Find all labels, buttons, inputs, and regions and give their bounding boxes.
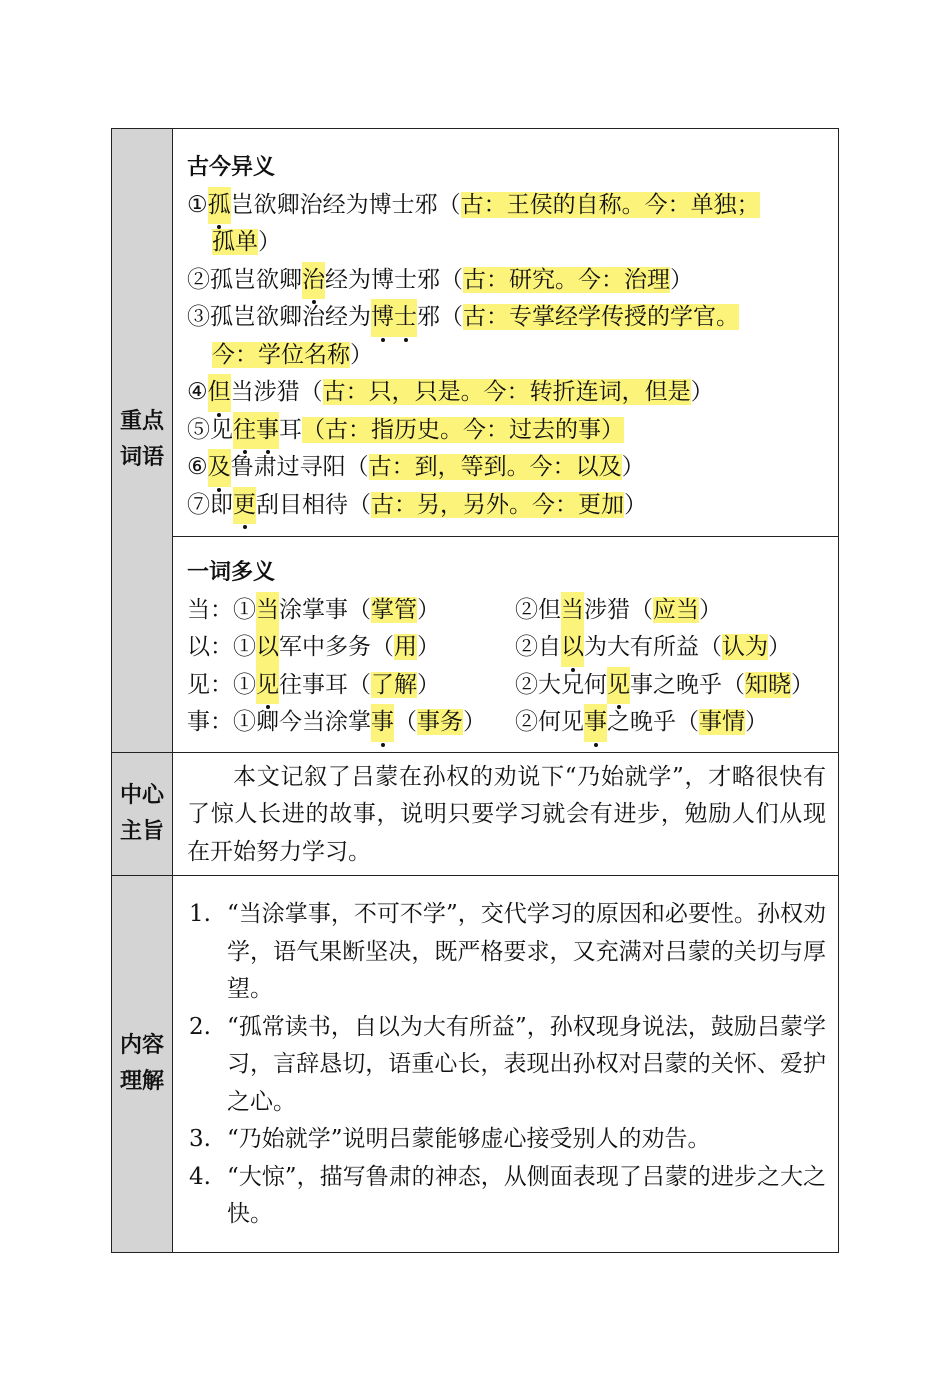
close-paren: ） <box>621 454 645 480</box>
close-paren: ） <box>350 341 373 368</box>
meaning-note: 古：到，等到。今：以及 <box>368 454 622 480</box>
gujin-title: 古今异义 <box>187 155 276 180</box>
sentence-text: 事之晚乎（ <box>630 671 745 698</box>
emphasized-word: 孤 <box>208 187 231 225</box>
meaning-note: 了解 <box>371 671 417 698</box>
yici-row-2-b <box>515 629 826 667</box>
close-paren: ） <box>417 596 440 623</box>
list-item <box>187 896 826 1009</box>
list-item <box>187 1121 826 1159</box>
yici-row <box>112 537 839 753</box>
sentence-text: 之晚乎（ <box>607 709 699 735</box>
close-paren: ） <box>417 634 440 660</box>
item-number: ⑦ <box>187 491 210 518</box>
sentence-text: 孤岂欲卿治经为 <box>210 304 371 330</box>
label-key-words-line2: 词语 <box>119 445 164 471</box>
list-item-text: “乃始就学”说明吕蒙能够虚心接受别人的劝告。 <box>227 1126 711 1152</box>
yici-row-4-b <box>515 704 826 742</box>
sentence-text: ②但 <box>515 596 561 623</box>
sentence-text: （ <box>394 709 417 735</box>
list-item-text: “孤常读书，自以为大有所益”，孙权现身说法，鼓励吕蒙学习，言辞恳切，语重心长，表现出孙权对吕蒙的关怀、爱护之心。 <box>227 1013 826 1115</box>
meaning-note: 今：学位名称 <box>212 341 350 368</box>
word-prefix: 当：① <box>187 596 256 623</box>
meaning-note: 古：另，另外。今：更加 <box>371 491 624 518</box>
theme-section <box>173 752 839 876</box>
gujin-section <box>173 129 839 537</box>
theme-text: 本文记叙了吕蒙在孙权的劝说下“乃始就学”，才略很快有了惊人长进的故事，说明只要学习就会有进步，勉励人们从现在开始努力学习。 <box>187 763 826 865</box>
close-paren: ） <box>417 671 440 698</box>
yici-row-1-a <box>187 592 515 630</box>
word-prefix: 以：① <box>187 634 256 660</box>
list-item-text: “大惊”，描写鲁肃的神态，从侧面表现了吕蒙的进步之大之快。 <box>227 1163 826 1227</box>
item-number: ③ <box>187 304 210 330</box>
gujin-item-4 <box>187 374 826 412</box>
sentence-text: 刮目相待（ <box>256 491 371 518</box>
label-content-line1: 内容 <box>119 1032 164 1058</box>
emphasized-word: 当 <box>256 592 279 630</box>
label-content-line2: 理解 <box>119 1068 164 1094</box>
label-theme-line2: 主旨 <box>119 818 164 844</box>
meaning-note: 古：专掌经学传授的学官。 <box>463 304 739 330</box>
emphasized-word: 见 <box>607 667 630 705</box>
sentence-text: ②自 <box>515 634 561 660</box>
sentence-text: 耳 <box>279 416 302 443</box>
item-number: ④ <box>187 379 208 405</box>
meaning-note: 事情 <box>699 709 745 735</box>
yici-section <box>173 537 839 753</box>
sentence-text: ②大兄何 <box>515 671 607 698</box>
close-paren: ） <box>745 709 768 735</box>
word-prefix: 事：①卿今当涂掌 <box>187 709 371 735</box>
sentence-text: 鲁肃过寻阳（ <box>230 454 369 480</box>
emphasized-word: 见 <box>256 667 279 705</box>
gujin-item-3 <box>187 299 826 337</box>
close-paren: ） <box>690 379 714 405</box>
study-table <box>111 128 839 1253</box>
emphasized-word: 更 <box>233 487 256 525</box>
yici-title: 一词多义 <box>187 560 276 585</box>
close-paren: ） <box>768 634 791 660</box>
meaning-note: 孤单 <box>212 229 258 255</box>
yici-grid <box>187 592 826 742</box>
list-item-number: 1. <box>189 901 211 927</box>
sentence-text: 涂掌事（ <box>279 596 371 623</box>
label-theme-line1: 中心 <box>119 782 164 808</box>
sentence-text: 孤岂欲卿 <box>210 266 302 293</box>
content-section <box>173 876 839 1253</box>
content-row <box>112 876 839 1253</box>
item-number: ⑥ <box>187 454 208 480</box>
meaning-note: 古：王侯的自称。今：单独； <box>460 191 760 218</box>
gujin-item-6 <box>187 449 826 487</box>
theme-row <box>112 752 839 876</box>
label-content <box>112 876 173 1253</box>
sentence-text: 即 <box>210 491 233 518</box>
sentence-text: 军中多务（ <box>279 634 394 660</box>
list-item-number: 3. <box>189 1126 211 1152</box>
gujin-item-7 <box>187 487 826 525</box>
emphasized-word: 但 <box>208 374 231 412</box>
item-number: ⑤ <box>187 416 210 443</box>
meaning-note: 知晓 <box>745 671 791 698</box>
emphasized-word: 博 <box>371 299 394 337</box>
yici-row-3-b <box>515 667 826 705</box>
close-paren: ） <box>258 229 281 255</box>
meaning-note: 用 <box>394 634 417 660</box>
meaning-note: 应当 <box>653 596 699 623</box>
yici-row-1-b <box>515 592 826 630</box>
sentence-text: 为大有所益（ <box>584 634 722 660</box>
label-key-words-line1: 重点 <box>119 409 164 435</box>
sentence-text: 见 <box>210 416 233 443</box>
sentence-text: 岂欲卿治经为博士邪（ <box>230 191 461 218</box>
list-item-number: 4. <box>189 1163 211 1190</box>
close-paren: ） <box>670 266 693 293</box>
meaning-note: （古：指历史。今：过去的事） <box>302 416 624 443</box>
word-prefix: 见：① <box>187 671 256 698</box>
list-item-number: 2. <box>189 1013 211 1040</box>
emphasized-word: 事 <box>256 412 279 450</box>
emphasized-word: 以 <box>561 629 584 667</box>
close-paren: ） <box>791 671 814 698</box>
list-item-text: “当涂掌事，不可不学”，交代学习的原因和必要性。孙权劝学，语气果断坚决，既严格要求，又充满对吕蒙的关切与厚望。 <box>227 901 826 1002</box>
sentence-text: 邪（ <box>417 304 463 330</box>
gujin-item-1 <box>187 187 826 225</box>
sentence-text: 当涉猎（ <box>230 379 323 405</box>
sentence-text: 涉猎（ <box>584 596 653 623</box>
close-paren: ） <box>699 596 722 623</box>
list-item <box>187 1009 826 1122</box>
item-number: ② <box>187 266 210 293</box>
emphasized-word: 当 <box>561 592 584 630</box>
sentence-text: 经为博士邪（ <box>325 266 463 293</box>
gujin-row <box>112 129 839 537</box>
gujin-item-2 <box>187 262 826 300</box>
gujin-item-3-cont <box>187 337 826 375</box>
close-paren: ） <box>624 491 647 518</box>
meaning-note: 古：研究。今：治理 <box>463 266 670 293</box>
sentence-text: ②何见 <box>515 709 584 735</box>
meaning-note: 认为 <box>722 634 768 660</box>
meaning-note: 事务 <box>417 709 463 735</box>
label-theme <box>112 752 173 876</box>
yici-row-4-a <box>187 704 515 742</box>
item-number: ① <box>187 191 208 218</box>
emphasized-word: 事 <box>371 704 394 742</box>
emphasized-word: 事 <box>584 704 607 742</box>
emphasized-word: 以 <box>256 629 279 667</box>
label-key-words <box>112 129 173 753</box>
emphasized-word: 士 <box>394 299 417 337</box>
emphasized-word: 及 <box>208 449 231 487</box>
emphasized-word: 往 <box>233 412 256 450</box>
yici-row-2-a <box>187 629 515 667</box>
gujin-item-1-cont <box>187 224 826 262</box>
meaning-note: 古：只，只是。今：转折连词，但是 <box>322 379 691 405</box>
list-item <box>187 1159 826 1234</box>
meaning-note: 掌管 <box>371 596 417 623</box>
yici-row-3-a <box>187 667 515 705</box>
sentence-text: 往事耳（ <box>279 671 371 698</box>
emphasized-word: 治 <box>302 262 325 300</box>
gujin-item-5 <box>187 412 826 450</box>
close-paren: ） <box>463 709 486 735</box>
